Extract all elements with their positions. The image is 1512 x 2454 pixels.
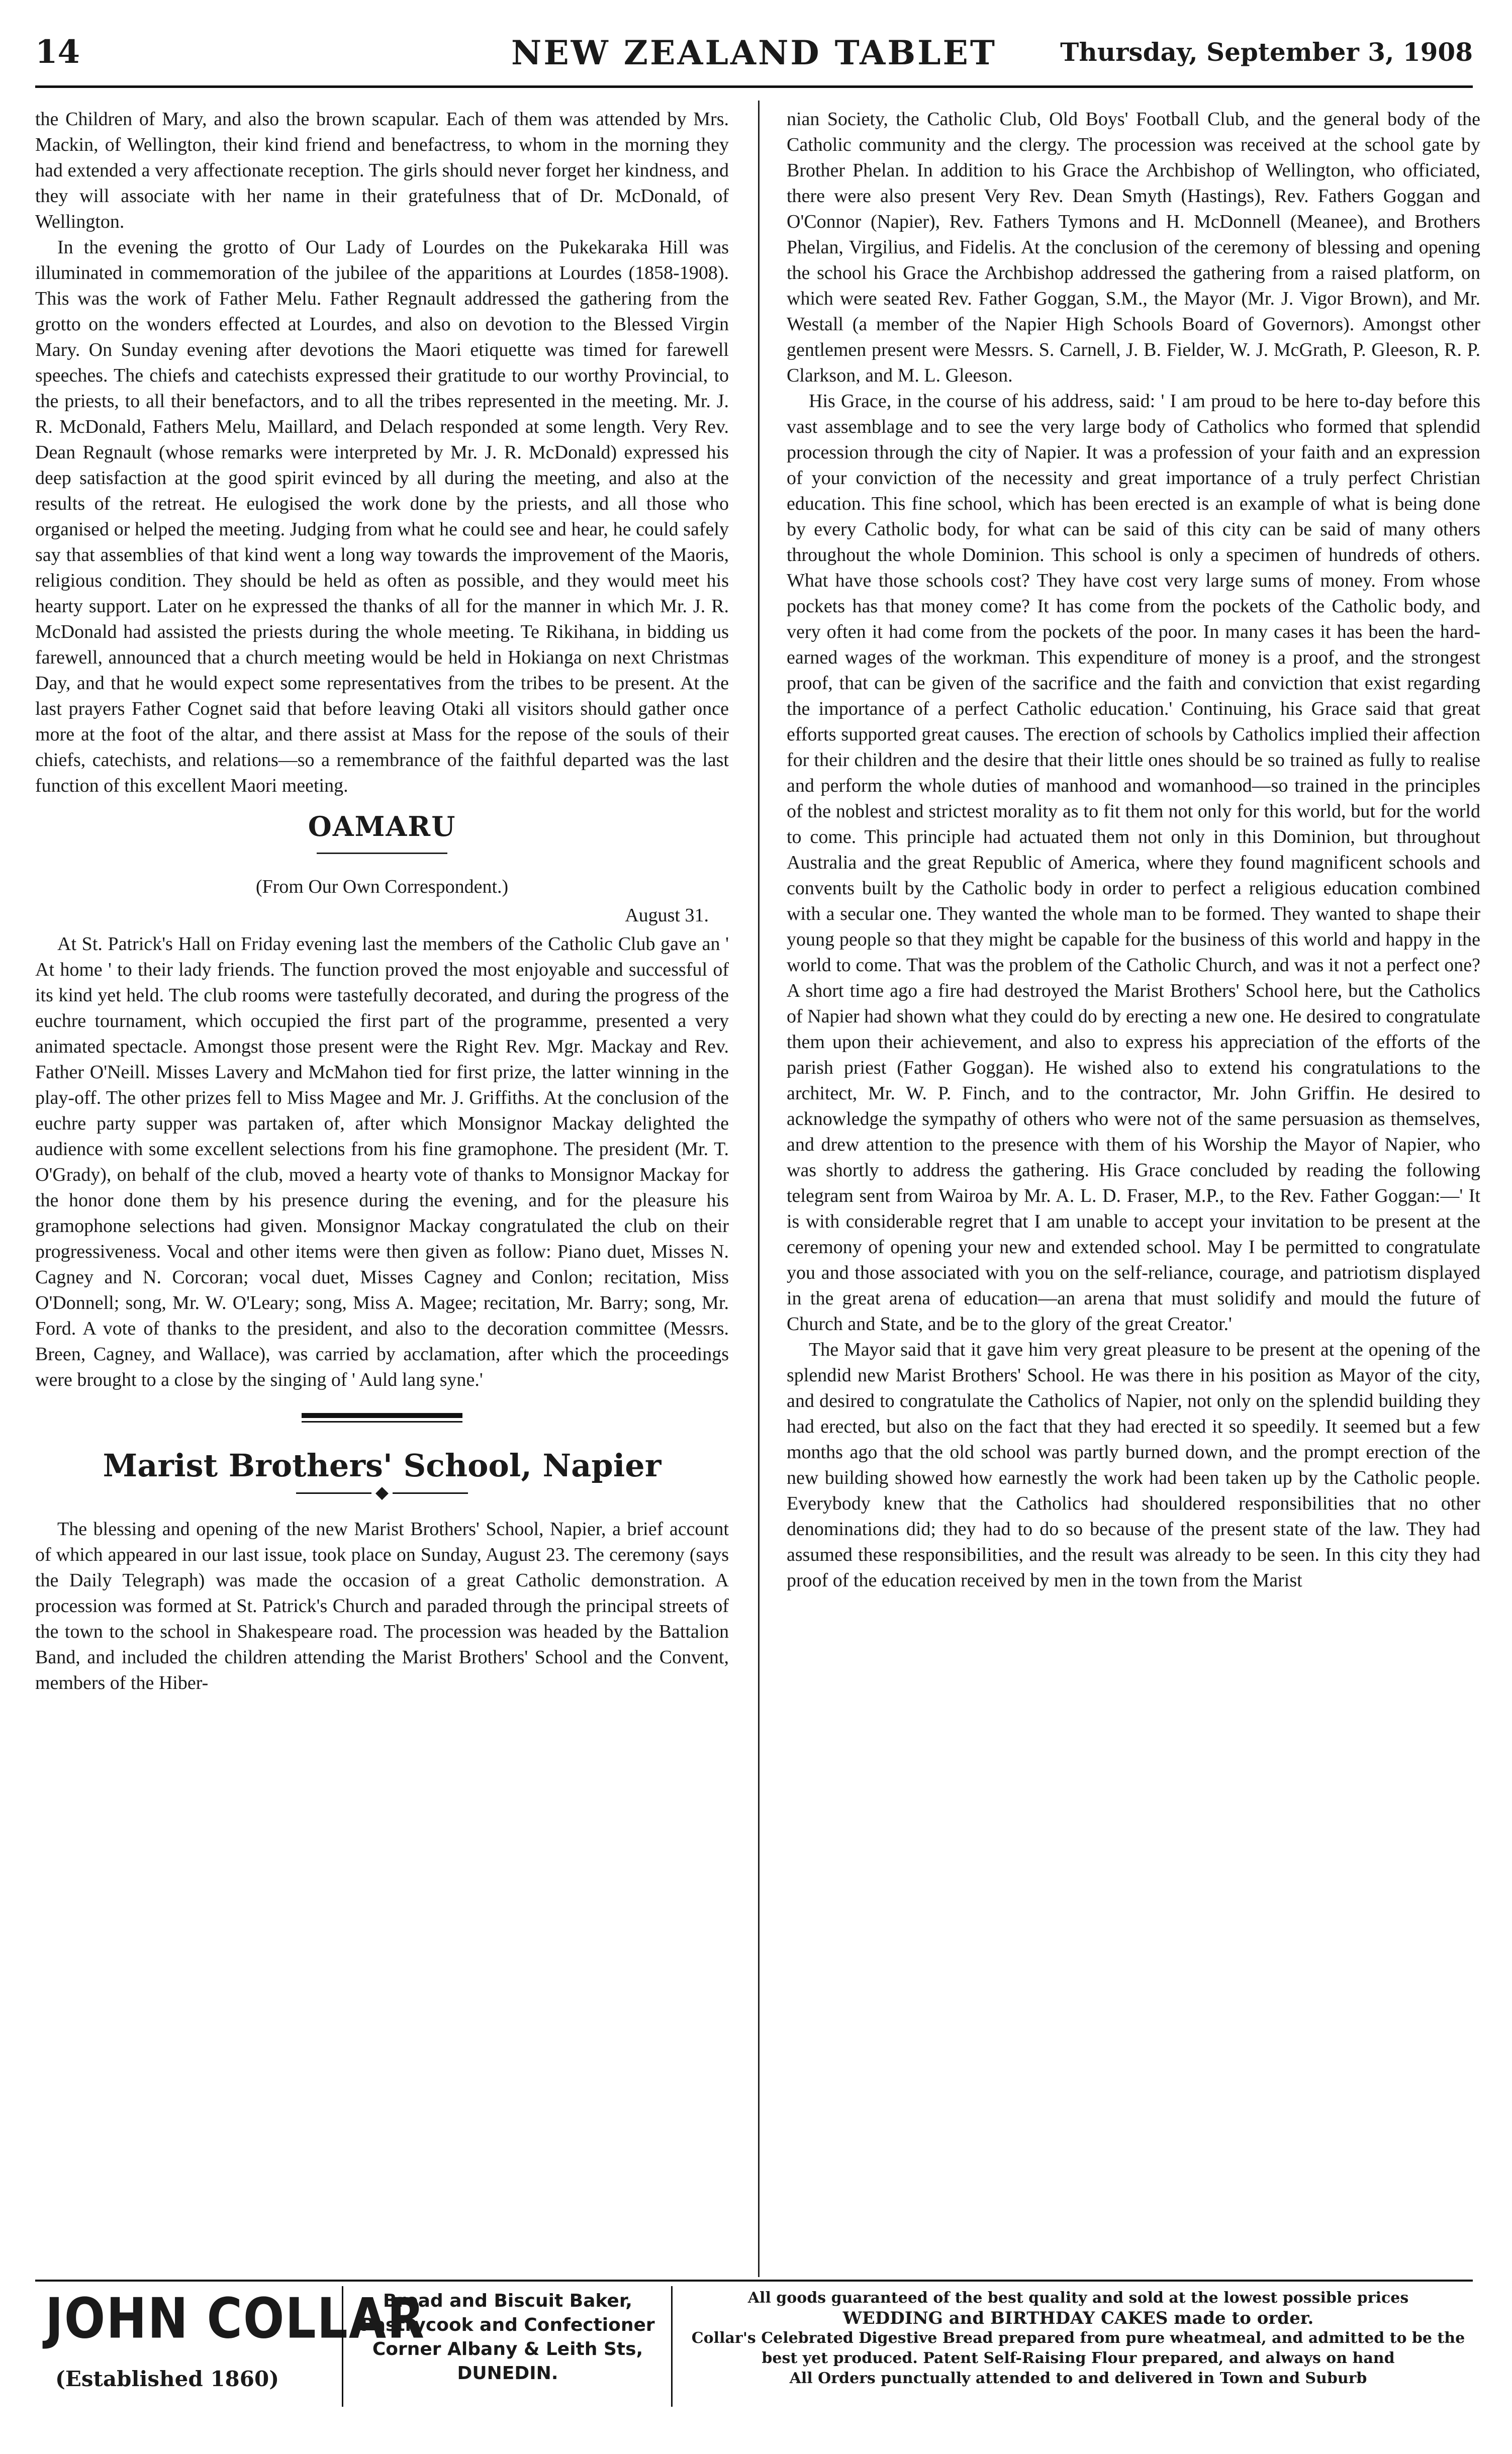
section-separator — [302, 1413, 462, 1423]
right-column — [787, 107, 1480, 2193]
established-year: (Established 1860) — [55, 2367, 279, 2391]
oamaru-heading: OAMARU — [308, 810, 456, 842]
diamond-icon: ◆ — [375, 1483, 389, 1502]
article-paragraph: The Mayor said that it gave him very great pleasure to be present at the opening of the splendid new Marist Brothers' School. He was there in his position as Mayor of the city, and desired to congratulate the Catholics of Napier, not only on the splendid building they had erected, but also on the fact that they had erected it so speedily. It seemed but a few months ago that the old school was partly burned down, and the prompt erection of the new building showed how earnestly the work had been taken up by the Catholic people. Everybody knew that the Catholics had shouldered responsibilities that no other denominations did; they had to do so because of the present state of the law. They had assumed these responsibilities, and the result was already to be seen. In this city they had proof of the education received by men in the town from the Marist — [787, 1339, 1480, 1591]
article-paragraph: The blessing and opening of the new Marist Brothers' School, Napier, a brief account of which appeared in our last issue, took place on Sunday, August 23. The ceremony (says the Daily Telegraph) was made the occasion of a great Catholic demonstration. A procession was formed at St. Patrick's Church and paraded through the principal streets of the town to the school in Shakespeare road. The procession was headed by the Battalion Band, and included the children attending the Marist Brothers' School and the Convent, members of the Hiber- — [35, 1519, 729, 1694]
terms-line: Collar's Celebrated Digestive Bread prepared from pure wheatmeal, and admitted to be the — [691, 2329, 1465, 2347]
marist-heading: Marist Brothers' School, Napier — [103, 1447, 662, 1484]
trade-description — [357, 2289, 658, 2386]
page-number: 14 — [35, 33, 80, 71]
advertiser-name: JOHN COLLAR — [45, 2286, 426, 2351]
trade-line: DUNEDIN. — [457, 2363, 558, 2384]
article-paragraph: His Grace, in the course of his address, said: ' I am proud to be here to-day before this vast assemblage and to see the very large body of Catholics who formed that splendid procession through the city of Napier. It was a profession of your faith and an expression of your conviction of the necessity and great importance of a truly perfect Christian education. This fine school, which has been erected is an example of what is being done by every Catholic body, for what can be said of this city can be said of many others throughout the whole Dominion. This school is only a specimen of hundreds of others. What have those schools cost? They have cost very large sums of money. From whose pockets has that money come? It has come from the pockets of the Catholic body, and very often it had come from the pockets of the poor. In many cases it has been the hard-earned wages of the workman. This expenditure of money is a proof, and the strongest proof, that can be given of the sacrifice and the faith and conviction that exist regarding the importance of a perfect Catholic education.' Continuing, his Grace said that great efforts supported great causes. The erection of schools by Catholics implied their affection for their children and the desire that their little ones should be so trained as fully to realise and perform the whole duties of manhood and womanhood—so trained in the principles of the noblest and strictest morality as to fit them not only for this world, but for the world to come. This principle had actuated them not only in this Dominion, but throughout Australia and the great Republic of America, where they found magnificent schools and convents built by the Catholic body in order to perfect a religious education combined with a secular one. They wanted the whole man to be formed. They wanted to shape their young people so that they might be capable for the business of this world and happy in the world to come. That was the problem of the Catholic Church, and was it not a perfect one? A short time ago a fire had destroyed the Marist Brothers' School here, but the Catholics of Napier had shown what they could do by erecting a new one. He desired to congratulate them upon their achievement, and also to express his appreciation of the efforts of the parish priest (Father Goggan). He wished also to extend his congratulations to the architect, Mr. W. P. Finch, and to the contractor, Mr. John Griffin. He desired to acknowledge the sympathy of others who were not of the same persuasion as themselves, and drew attention to the presence with them of his Worship the Mayor of Napier, who was shortly to address the gathering. His Grace concluded by reading the following telegram sent from Wairoa by Mr. A. L. D. Fraser, M.P., to the Rev. Father Goggan:—' It is with considerable regret that I am unable to accept your invitation to be present at the ceremony of opening your new and extended school. May I be permitted to congratulate you and those associated with you on the self-reliance, courage, and patriotism displayed in the great arena of education—an arena that must solidify and mould the future of Church and State, and be to the glory of the great Creator.' — [787, 391, 1480, 1335]
trade-line: Corner Albany & Leith Sts, — [372, 2339, 643, 2359]
advertisement — [35, 2286, 1473, 2417]
trade-line: Bread and Biscuit Baker, — [383, 2291, 632, 2311]
newspaper-title: NEW ZEALAND TABLET — [511, 33, 997, 72]
masthead — [35, 30, 1473, 85]
article-paragraph: the Children of Mary, and also the brown scapular. Each of them was attended by Mrs. Mackin, of Wellington, their kind friend and benefactress, to whom in the morning they had extended a very affectionate reception. The girls should never forget her kindness, and they will associate with her name in their gratefulness that of Dr. McDonald, of Wellington. — [35, 109, 729, 232]
issue-date: Thursday, September 3, 1908 — [1060, 37, 1473, 67]
article-paragraph: At St. Patrick's Hall on Friday evening last the members of the Catholic Club gave an ' At home ' to their lady friends. The function proved the most enjoyable and successful of its kind yet held. The club rooms were tastefully decorated, and during the progress of the euchre tournament, which occupied the first part of the programme, presented a very animated spectacle. Amongst those present were the Right Rev. Mgr. Mackay and Rev. Father O'Neill. Misses Lavery and McMahon tied for first prize, the latter winning in the play-off. The other prizes fell to Miss Magee and Mr. J. Griffiths. At the conclusion of the euchre party supper was partaken of, after which Monsignor Mackay delighted the audience with some excellent selections from his fine gramophone. The president (Mr. T. O'Grady), on behalf of the club, moved a hearty vote of thanks to Monsignor Mackay for the honor done them by his presence during the evening, and for the pleasure his gramophone selections had given. Monsignor Mackay congratulated the club on their progressiveness. Vocal and other items were then given as follow: Piano duet, Misses N. Cagney and N. Corcoran; vocal duet, Misses Cagney and Conlon; recitation, Miss O'Donnell; song, Mr. W. O'Leary; song, Miss A. Magee; recitation, Mr. Barry; song, Mr. Ford. A vote of thanks to the president, and also to the decoration committee (Messrs. Breen, Cagney, and Wallace), was carried by acclamation, after which the proceedings were brought to a close by the singing of ' Auld lang syne.' — [35, 933, 729, 1390]
terms-line: best yet produced. Patent Self-Raising Flour prepared, and always on hand — [762, 2349, 1395, 2367]
terms-line: All goods guaranteed of the best quality and sold at the lowest possible prices — [747, 2289, 1409, 2307]
oamaru-dateline: August 31. — [625, 905, 709, 926]
oamaru-byline: (From Our Own Correspondent.) — [255, 876, 509, 897]
terms-line: WEDDING and BIRTHDAY CAKES made to order. — [842, 2308, 1314, 2328]
left-column — [35, 107, 729, 2193]
article-paragraph: In the evening the grotto of Our Lady of Lourdes on the Pukekaraka Hill was illuminated in commemoration of the jubilee of the apparitions at Lourdes (1858-1908). This was the work of Father Melu. Father Regnault addressed the gathering from the grotto on the wonders effected at Lourdes, and also on devotion to the Blessed Virgin Mary. On Sunday evening after devotions the Maori etiquette was timed for farewell speeches. The chiefs and catechists expressed their gratitude to our worthy Provincial, to the priests, to all their benefactors, and to all the tribes represented in the meeting. Mr. J. R. McDonald, Fathers Melu, Maillard, and Delach responded at some length. Very Rev. Dean Regnault (whose remarks were interpreted by Mr. J. R. McDonald) expressed his deep satisfaction at the good spirit evinced by all during the meeting, and also at the results of the retreat. He eulogised the work done by the priests, and all those who organised or helped the meeting. Judging from what he could see and hear, he could safely say that assemblies of that kind went a long way towards the improvement of the Maoris, religious condition. They should be held as often as possible, and they would meet his hearty support. Later on he expressed the thanks of all for the manner in which Mr. J. R. McDonald had assisted the priests during the whole meeting. Te Rikihana, in bidding us farewell, announced that a church meeting would be held in Hokianga on next Christmas Day, and that he would expect some representatives from the tribes to be present. At the last prayers Father Cognet said that before leaving Otaki all visitors should gather once more at the foot of the altar, and there assist at Mass for the repose of the souls of their chiefs, catechists, and relations—so a remembrance of the faithful departed was the last function of this excellent Maori meeting. — [35, 237, 729, 796]
masthead-rule — [35, 85, 1473, 88]
ad-terms — [684, 2288, 1473, 2389]
ad-divider — [671, 2286, 673, 2407]
heading-rule — [317, 853, 447, 854]
article-paragraph: nian Society, the Catholic Club, Old Boys' Football Club, and the general body of the Catholic community and the clergy. The procession was received at the school gate by Brother Phelan. In addition to his Grace the Archbishop of Wellington, who officiated, there were also present Very Rev. Dean Smyth (Hastings), Rev. Fathers Goggan and O'Connor (Napier), Rev. Fathers Tymons and H. McDonnell (Meanee), and Brothers Phelan, Virgilius, and Fidelis. At the conclusion of the ceremony of blessing and opening the school his Grace the Archbishop addressed the gathering from a raised platform, on which were seated Rev. Father Goggan, S.M., the Mayor (Mr. J. Vigor Brown), and Mr. Westall (a member of the Napier High Schools Board of Governors). Amongst other gentlemen present were Messrs. S. Carnell, J. B. Fielder, W. J. McGrath, P. Gleeson, R. P. Clarkson, and M. L. Gleeson. — [787, 109, 1480, 386]
column-divider — [758, 101, 760, 2277]
terms-line: All Orders punctually attended to and delivered in Town and Suburb — [789, 2370, 1367, 2387]
heading-ornament — [35, 1483, 729, 1501]
ad-divider — [342, 2286, 343, 2407]
advertisement-rule — [35, 2280, 1473, 2282]
trade-line: Pastrycook and Confectioner — [360, 2315, 655, 2335]
